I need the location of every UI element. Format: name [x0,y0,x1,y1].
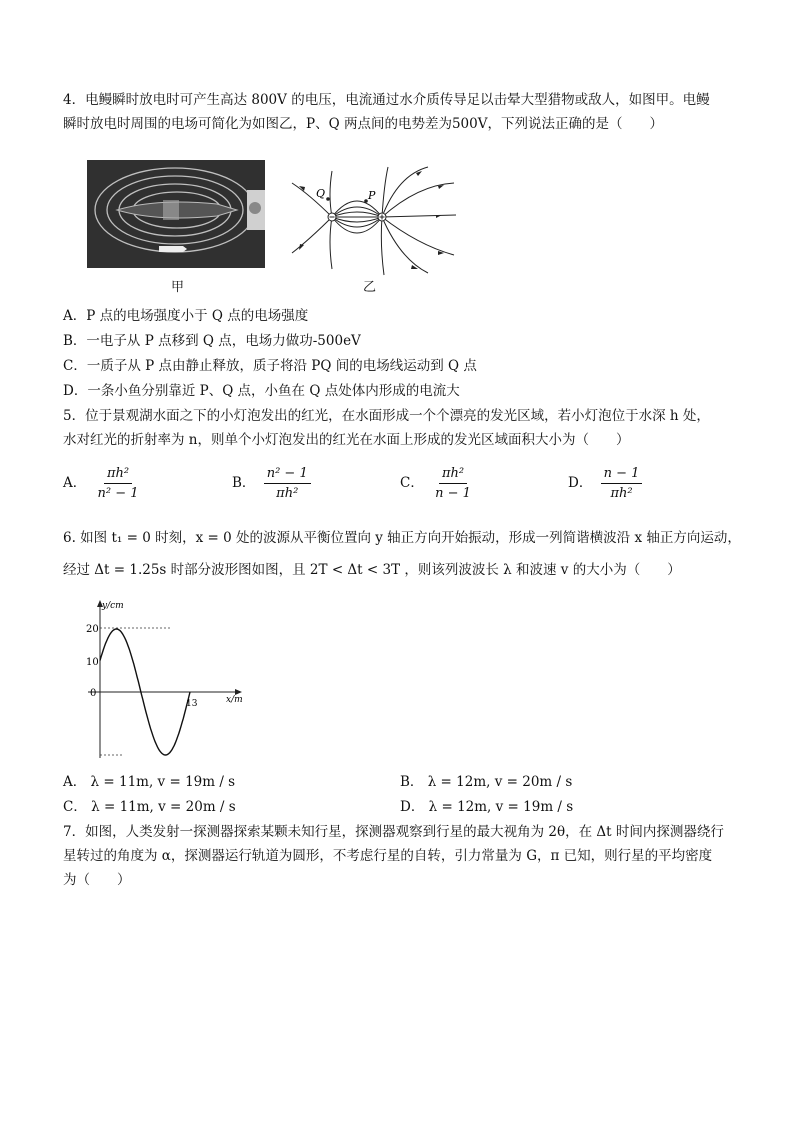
y-tick-20: 20 [86,624,99,635]
q4-option-d: D．一条小鱼分别靠近 P、Q 点，小鱼在 Q 点处体内形成的电流大 [63,383,460,399]
q5-option-c [400,465,474,502]
electric-eel-photo [87,160,265,268]
figure-yi-caption: 乙 [363,280,377,295]
q5-option-c-denominator: n − 1 [435,486,471,501]
q5-option-c-label: C． [400,475,424,491]
q5-option-b-numerator: n² − 1 [264,465,311,484]
q5-option-b [232,465,311,502]
q7-stem-line3: 为（ ） [63,872,131,888]
q5-option-a [63,465,142,502]
x-axis-label: x/m [226,695,243,705]
q7-stem-line2: 星转过的角度为 α，探测器运行轨道为圆形，不考虑行星的自转，引力常量为 G，π 已知，则行星的平均密度 [63,848,713,864]
point-q-label: Q [316,187,326,200]
q4-stem-line1: 4．电鳗瞬时放电时可产生高达 800V 的电压，电流通过水介质传导足以击晕大型猎物或敌人，如图甲。电鳗 [63,92,710,108]
q4-option-a: A．P 点的电场强度小于 Q 点的电场强度 [63,308,309,324]
q5-option-d-numerator: n − 1 [601,465,643,484]
q5-stem-line2: 水对红光的折射率为 n，则单个小灯泡发出的红光在水面上形成的发光区域面积大小为（ ） [63,432,630,448]
q5-option-a-label: A． [63,475,87,491]
q5-stem-line1: 5．位于景观湖水面之下的小灯泡发出的红光，在水面形成一个个漂亮的发光区域，若小灯泡位于水深 h 处， [63,408,710,424]
q5-option-c-numerator: πh² [439,465,467,484]
q6-option-a: A． λ = 11m, v = 19m / s [63,774,236,790]
q5-option-d-label: D． [568,475,593,491]
q5-option-a-denominator: n² − 1 [97,486,139,501]
q4-stem-line2: 瞬时放电时周围的电场可简化为如图乙，P、Q 两点间的电势差为500V，下列说法正确的是（ ） [63,116,663,132]
q6-stem-line2: 经过 Δt = 1.25s 时部分波形图如图，且 2T < Δt < 3T ，则该列波波长 λ 和波速 v 的大小为（ ） [63,562,681,578]
q4-option-c: C．一质子从 P 点由静止释放，质子将沿 PQ 间的电场线运动到 Q 点 [63,358,477,374]
figure-jia-caption: 甲 [171,280,185,295]
y-tick-10: 10 [86,657,99,668]
wave-graph [82,598,252,763]
origin-tick-0: 0 [90,688,97,699]
q5-option-b-label: B． [232,475,256,491]
q4-option-b: B．一电子从 P 点移到 Q 点，电场力做功-500eV [63,333,361,349]
q5-option-d [568,465,642,502]
q6-option-d: D． λ = 12m, v = 19m / s [400,799,574,815]
q6-option-c: C． λ = 11m, v = 20m / s [63,799,236,815]
x-tick-13: 13 [186,699,198,709]
q5-option-d-denominator: πh² [610,486,633,501]
electric-field-diagram [288,165,458,277]
q5-option-b-denominator: πh² [276,486,299,501]
point-p-label: P [368,189,376,202]
electric-eel-photo-art [87,160,265,268]
q7-stem-line1: 7．如图，人类发射一探测器探索某颗未知行星，探测器观察到行星的最大视角为 2θ，在 Δt 时间内探测器绕行 [63,824,724,840]
q5-option-a-numerator: πh² [104,465,132,484]
q6-stem-line1: 6. 如图 t₁ = 0 时刻，x = 0 处的波源从平衡位置向 y 轴正方向开始振动，形成一列简谐横波沿 x 轴正方向运动， [63,530,741,546]
y-axis-label: y/cm [102,601,124,611]
q6-option-b: B． λ = 12m, v = 20m / s [400,774,573,790]
